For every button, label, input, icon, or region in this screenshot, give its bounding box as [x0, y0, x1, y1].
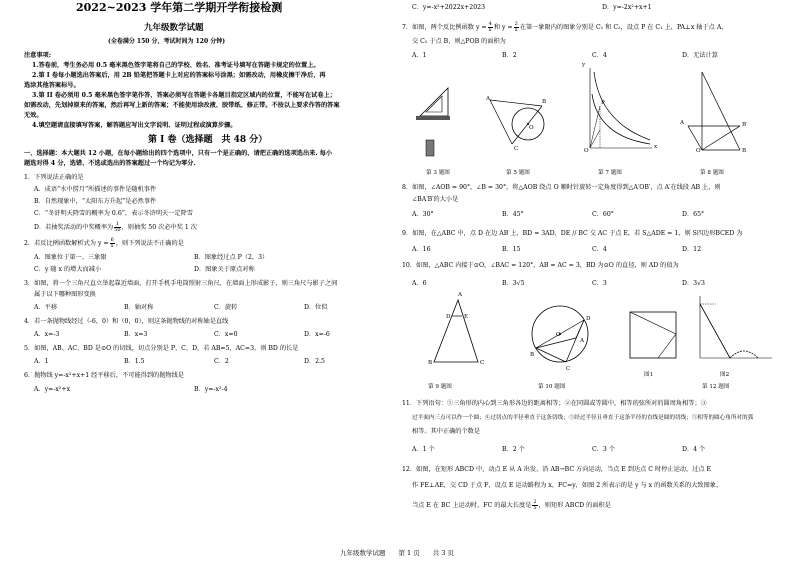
q8-label-o: O [696, 148, 701, 154]
notice-line: 如需改动，先划掉原来的答案，然后再写上新的答案；不能使用涂改液、胶带纸、修正带。不按以上要求作答的答案 [24, 102, 340, 109]
q8-label-bp: B′ [742, 122, 748, 128]
right-column [402, 0, 774, 540]
q6-option-a: A．y=-x²+x [34, 386, 71, 393]
q5-label-b: B [542, 99, 547, 105]
q10-label-a: A [580, 338, 585, 344]
q4-option-b: B．x=3 [124, 331, 148, 338]
q7-option-c: C．4 [592, 52, 607, 59]
q11-option-c: C．3 个 [592, 446, 616, 453]
q9-stem: 9．如图，在△ABC 中，点 D 在边 AB 上，BD = 3AD，DE // BC 交 AC 于点 E，若 S△ADE = 1，则 S四边形BCED 为 [402, 230, 743, 237]
q11-stem-2: 过平面内三点可以作一个圆；④过切点的半径垂直于这条切线；⑤经过半径且垂直于这条半径的直线是圆的切线；⑤相等的圆心角所对的弧 [412, 415, 754, 421]
q1-option-a: A．成语“水中捞月”所描述的事件是随机事件 [34, 186, 157, 193]
q5-option-a: A．1 [34, 358, 49, 365]
q9-option-a: A．16 [412, 246, 431, 253]
q6-option-d: D．y=-2x²+x+1 [602, 4, 652, 11]
q12-stem: 12．如图，在矩形 ABCD 中，动点 E 从 A 出发，沿 AB→BC 方向运动，当点 E 到达点 C 时停止运动，过点 E [402, 466, 711, 473]
q2-option-d: D．图象关于原点对称 [194, 266, 255, 273]
notice-line: 1.答卷前，考生务必用 0.5 毫米黑色签字笔将自己的学校、姓名、准考证号填写在答题卡规定的位置上。 [32, 62, 320, 69]
q8-label-b: B [742, 148, 747, 154]
q3-stem: 3．如图，将一个三角尺直立举起靠近墙面，打开手机手电筒照射三角尺，在墙面上形成影子，则三角尺与影子之间 [24, 280, 338, 287]
q9-option-c: C．4 [592, 246, 607, 253]
notice-title: 注意事项: [24, 52, 52, 59]
q2-option-c: C．y 随 x 的增大而减小 [34, 266, 102, 273]
figure-q12-graph [692, 294, 774, 366]
q4-option-d: D．x=-6 [304, 331, 330, 338]
q9-label-b: B [428, 360, 433, 366]
q4-option-c: C．x=0 [214, 331, 238, 338]
q10-label-d: D [586, 316, 591, 322]
q11-stem-3: 相等。其中正确的个数是 [412, 428, 481, 435]
q6-stem: 6．抛物线 y=-x²+x+1 经平移后，不可能得到的抛物线是 [24, 372, 184, 379]
part1-intro: 一、选择题：本大题共 12 小题，在每小题给出的四个选项中，只有一个是正确的，请把正确的选项选出来. 每小 [24, 150, 333, 157]
q5-stem: 5．如图，AB、AC、BD 是⊙O 的切线，切点分别是 P、C、D，若 AB=5，AC=3，则 BD 的长是 [24, 345, 299, 352]
q7-label-y: y [582, 62, 586, 68]
q12-stem-2: 作 FE⊥AE，交 CD 于点 F，设点 E 运动路程为 x，FC=y，如图 2 所表示的是 y 与 x 的函数关系的大致图象， [412, 482, 723, 489]
notice-line: 2.第 I 卷每小题选出答案后，用 2B 铅笔把答题卡上对应的答案标号涂黑；如需改动，用橡皮擦干净后，再 [32, 72, 326, 79]
q7-option-a: A．1 [412, 52, 427, 59]
q7-label-p: P [601, 100, 605, 106]
notice-line: 选涂其他答案标号。 [24, 82, 80, 89]
q3-option-a: A．平移 [34, 304, 58, 311]
q9-option-b: B．15 [502, 246, 521, 253]
q5-option-b: B．1.5 [124, 358, 145, 365]
q4-stem: 4．若一条抛物线经过（-6，0）和（0，0），则这条抛物线的对称轴是直线 [24, 318, 229, 325]
notice-line: 3.第 II 卷必须用 0.5 毫米黑色签字笔作答，答案必须写在答题卡各题目指定区域内的位置，不能写在试卷上； [32, 92, 336, 99]
q9-label-c: C [480, 360, 485, 366]
figure-q7-hyperbolas [580, 64, 656, 154]
figure-q8-rotation [680, 66, 752, 156]
q5-label-a: A [486, 96, 491, 102]
exam-time-note: (全卷满分 150 分，考试时间为 120 分钟) [108, 38, 226, 45]
q3-option-b: B．轴对称 [124, 304, 154, 311]
notice-line: 无效。 [24, 112, 43, 119]
q8-stem: 8．如图，∠AOB = 90°，∠B = 30°，将△AOB 绕点 O 顺时针旋转一定角度得到△A′OB′，点 A′在线段 AB 上，则 [402, 184, 721, 191]
q1-option-d: D．若抽奖活动的中奖概率为 $\frac{1}{50}$ ，则抽奖 50 次必中奖 1 次 [34, 221, 197, 233]
caption-fig1: 图1 [644, 372, 654, 378]
q7-label-x: x [654, 144, 658, 150]
q6-option-b: B．y=-x²-4 [194, 386, 228, 393]
q5-option-d: D．2.5 [304, 358, 325, 365]
q7-stem-2: 交 C₂ 于点 B，则△POB 的面积为 [412, 38, 506, 45]
q8-stem-2: ∠BA′B′的大小是 [412, 196, 459, 203]
caption-q8: 第 8 题图 [700, 170, 724, 176]
q2-stem: 2．若反比例函数解析式为 y = $\frac{6}{x}$ ，则下列说法不正确的是 [24, 237, 184, 249]
q2-option-a: A．图象位于第一、三象限 [34, 254, 107, 261]
q10-stem: 10．如图，△ABC 内接于⊙O，∠BAC = 120°，AB = AC = 3，BD 为⊙O 的直径，则 AD 的值为 [402, 262, 679, 269]
caption-q5: 第 5 题图 [506, 170, 530, 176]
q2-option-b: B．图象经过点 P（2，3） [194, 254, 269, 261]
q3-option-c: C．旋转 [214, 304, 238, 311]
q9-label-e: E [464, 314, 469, 320]
q10-label-b: B [530, 352, 535, 358]
q9-option-d: D．12 [682, 246, 702, 253]
q3-option-d: D．位似 [304, 304, 328, 311]
q7-option-b: B．2 [502, 52, 517, 59]
notice-line: 4.填空题请直接填写答案，解答题应写出文字说明、证明过程或演算步骤。 [32, 122, 237, 129]
q3-stem-2: 属于以下哪种图形变换 [34, 291, 96, 298]
q10-option-d: D．3√3 [682, 280, 705, 287]
q5-label-c: C [514, 146, 519, 152]
q10-option-c: C．3 [592, 280, 607, 287]
q9-label-d: D [446, 314, 451, 320]
figure-q9-triangle [428, 294, 484, 370]
caption-q7: 第 7 题图 [598, 170, 622, 176]
q11-option-b: B．2 个 [502, 446, 525, 453]
caption-fig2: 图2 [720, 372, 730, 378]
part1-intro: 题选对得 4 分，选错、不选或选出的答案超过一个均记为零分. [24, 160, 196, 167]
left-column [24, 0, 390, 540]
q8-option-b: B．45° [502, 211, 524, 218]
q1-option-b: B．自然现象中，“太阳东方升起”是必然事件 [34, 198, 157, 205]
caption-q10: 第 10 题图 [538, 384, 566, 390]
q11-option-a: A．1 个 [412, 446, 435, 453]
q10-option-b: B．3√5 [502, 280, 525, 287]
q1-option-c: C．“冬浒明天降雪的概率为 0.6”，表示冬浒明天一定降雪 [34, 210, 193, 217]
exam-title: 2022~2023 学年第二学期开学衔接检测 [76, 1, 283, 14]
caption-q9: 第 9 题图 [428, 384, 452, 390]
q10-label-o: O [556, 332, 561, 338]
q10-option-a: A．6 [412, 280, 427, 287]
q7-label-o: O [584, 148, 589, 154]
q9-label-a: A [458, 292, 463, 298]
q8-option-c: C．60° [592, 211, 614, 218]
figure-q12-rectangle [624, 304, 684, 366]
page-footer: 九年级数学试题 第 1 页 共 3 页 [339, 549, 455, 557]
q4-option-a: A．x=-3 [34, 331, 60, 338]
q11-stem: 11．下列语句：①三角形的内心到三角形各边的距离相等；②在同圆或等圆中，相等的弦所对的圆周角相等；③ [402, 400, 707, 407]
part1-title: 第 I 卷（选择题 共 48 分） [148, 135, 268, 145]
q6-option-c: C．y=-x²+2022x+2023 [412, 4, 486, 11]
exam-subtitle: 九年级数学试题 [144, 23, 204, 33]
figure-q3-set-square [412, 66, 472, 162]
figure-q5-tangent-circle [482, 62, 554, 152]
q11-option-d: D．4 个 [682, 446, 706, 453]
q8-label-a: A [680, 120, 685, 126]
q7-option-d: D．无法计算 [682, 52, 718, 59]
q8-option-d: D．65° [682, 211, 705, 218]
caption-q3: 第 3 题图 [426, 170, 450, 176]
q12-stem-3: 当点 E 在 BC 上运动时，FC 的最大长度是 $\frac{2}{5}$ ，则矩形 ABCD 的面积是 [412, 499, 611, 511]
q7-stem: 7．如图，两个反比例函数 y = $\frac{4}{x}$ 和 y = $\frac{2}{x}$ 在第一象限内的图象分别是 C₁ 和 C₂，设点 P 在 C₁ 上，PA⊥x 轴于点 A， [402, 21, 728, 33]
q1-stem: 1．下列说法正确的是 [24, 174, 84, 181]
caption-q12: 第 12 题图 [702, 384, 730, 390]
q10-label-c: C [566, 366, 571, 372]
q5-label-o: O [529, 125, 534, 131]
q8-option-a: A．30° [412, 211, 434, 218]
q5-option-c: C．2 [214, 358, 229, 365]
